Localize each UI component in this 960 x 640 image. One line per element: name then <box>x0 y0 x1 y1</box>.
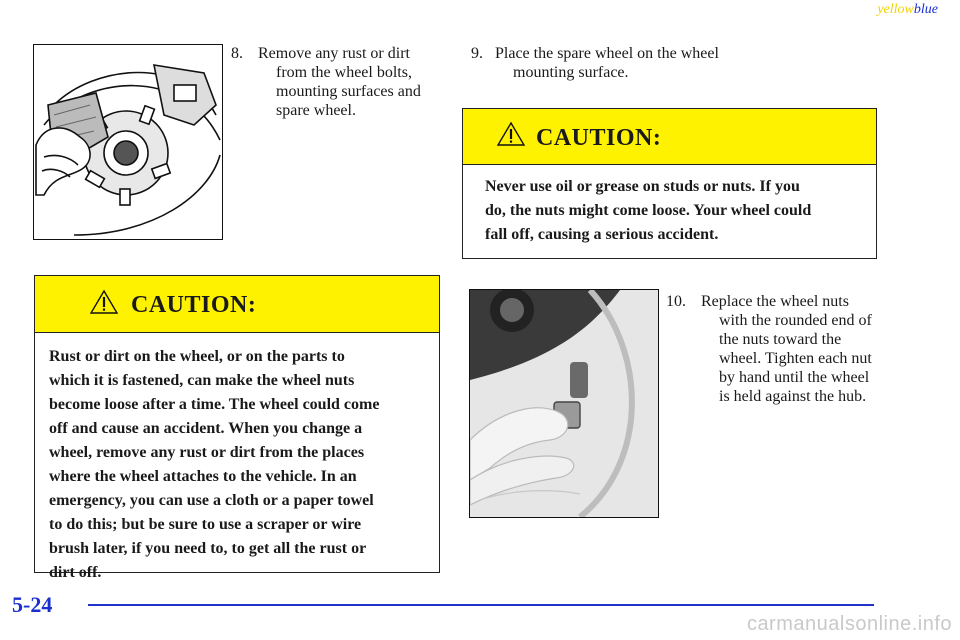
caution-text <box>35 333 439 585</box>
step-text <box>701 292 872 406</box>
step-text-line: from the wheel bolts, <box>276 64 412 81</box>
color-tag-blue: blue <box>913 2 938 17</box>
wheel-hub-cleaning-illustration <box>33 44 223 240</box>
step-text-line: the nuts toward the <box>719 331 842 348</box>
step-number: 10. <box>666 293 686 310</box>
caution-line: wheel, remove any rust or dirt from the places <box>49 444 365 461</box>
step-number: 8. <box>231 45 243 62</box>
color-tag <box>877 2 938 18</box>
caution-line: emergency, you can use a cloth or a paper towel <box>49 492 374 509</box>
step-text-line: Place the spare wheel on the wheel <box>495 45 719 62</box>
caution-line: dirt off. <box>49 564 102 581</box>
warning-triangle-icon <box>497 121 525 147</box>
caution-line: which it is fastened, can make the wheel nuts <box>49 372 355 389</box>
footer-divider <box>88 604 874 606</box>
caution-line: where the wheel attaches to the vehicle. In an <box>49 468 357 485</box>
step-text-line: Remove any rust or dirt <box>258 45 410 62</box>
step-text-line: wheel. Tighten each nut <box>719 350 872 367</box>
caution-line: fall off, causing a serious accident. <box>485 226 719 243</box>
caution-line: become loose after a time. The wheel could come <box>49 396 380 413</box>
caution-line: do, the nuts might come loose. Your wheel could <box>485 202 812 219</box>
caution-line: to do this; but be sure to use a scraper or wire <box>49 516 362 533</box>
step-text-line: is held against the hub. <box>719 388 867 405</box>
step-10 <box>666 292 886 412</box>
caution-text <box>463 165 876 247</box>
wheel-nut-photo <box>469 289 659 518</box>
page-number: 5-24 <box>12 592 53 617</box>
watermark: carmanualsonline.info <box>746 613 952 635</box>
caution-line: brush later, if you need to, to get all the rust or <box>49 540 367 557</box>
caution-label: CAUTION: <box>536 125 662 151</box>
step-number: 9. <box>471 45 483 62</box>
caution-header <box>463 109 876 165</box>
step-text-line: by hand until the wheel <box>719 369 870 386</box>
step-9 <box>471 44 771 84</box>
caution-line: Rust or dirt on the wheel, or on the parts to <box>49 348 345 365</box>
caution-label: CAUTION: <box>131 292 257 318</box>
caution-line: off and cause an accident. When you change a <box>49 420 363 437</box>
step-text <box>495 44 719 82</box>
step-text-line: mounting surfaces and <box>276 83 421 100</box>
step-text-line: with the rounded end of <box>719 312 872 329</box>
color-tag-yellow: yellow <box>877 2 914 17</box>
caution-line: Never use oil or grease on studs or nuts. If you <box>485 178 800 195</box>
step-8 <box>231 44 461 124</box>
step-text-line: spare wheel. <box>276 102 356 119</box>
step-text-line: mounting surface. <box>513 64 629 81</box>
step-text-line: Replace the wheel nuts <box>701 293 849 310</box>
caution-box-oil-grease <box>462 108 877 259</box>
caution-header <box>35 276 439 333</box>
caution-box-rust-dirt <box>34 275 440 581</box>
step-text <box>258 44 421 120</box>
warning-triangle-icon <box>90 289 118 315</box>
